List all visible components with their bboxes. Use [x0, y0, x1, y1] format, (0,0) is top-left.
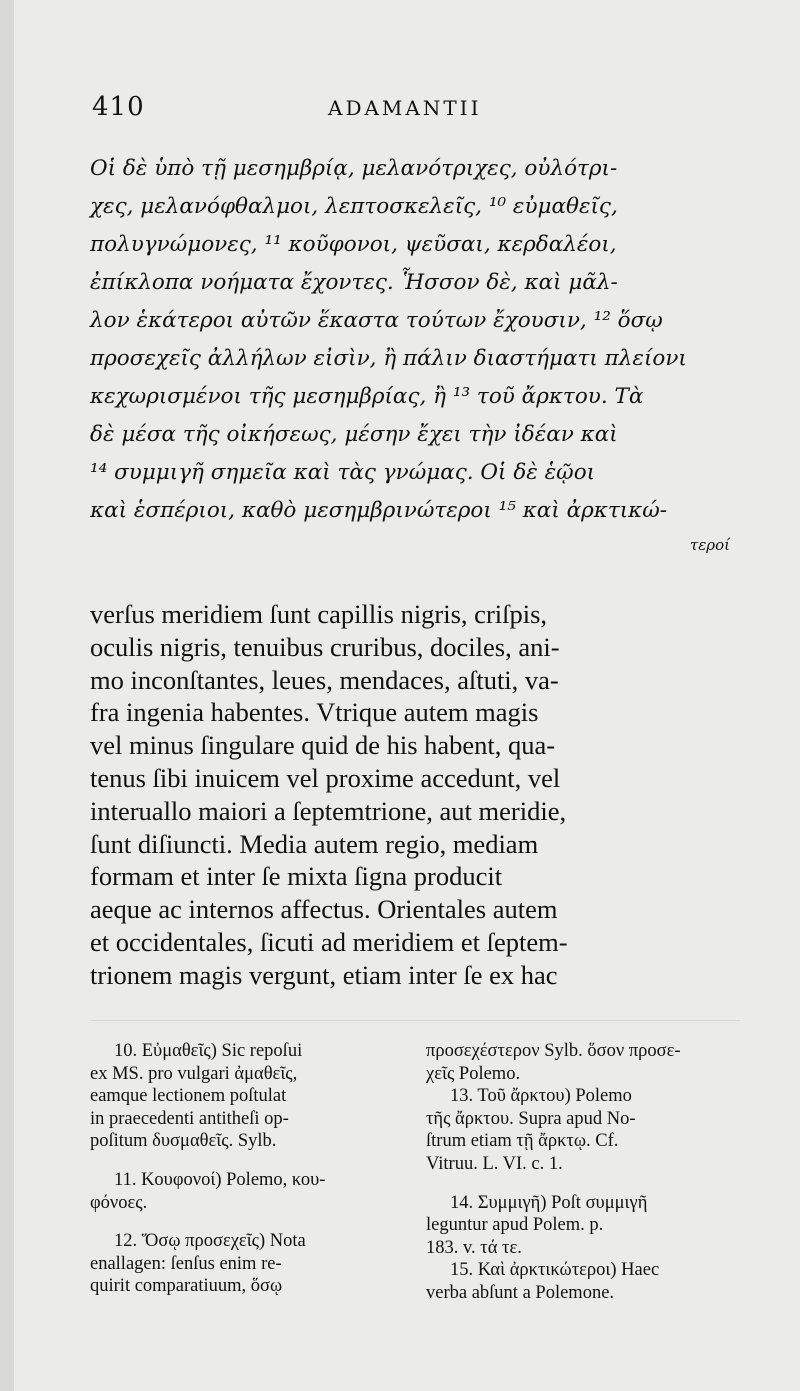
latin-text-line: mo inconſtantes, leues, mendaces, aſtuti, va- [90, 664, 559, 695]
footnote-line: 12. Ὅσῳ προσεχεῖς) Nota [114, 1231, 306, 1252]
latin-text-line: fra ingenia habentes. Vtrique autem magis [90, 697, 539, 728]
footnote-line: enallagen: ſenſus enim re- [90, 1253, 282, 1274]
footnote-divider [90, 1020, 740, 1021]
running-head: ADAMANTII [328, 96, 482, 120]
greek-text-line: πολυγνώμονες, ¹¹ κοῦφονοι, ψεῦσαι, κερδαλέοι, [90, 232, 617, 257]
latin-text-line: verſus meridiem ſunt capillis nigris, criſpis, [90, 599, 548, 629]
greek-text-line: προσεχεῖς ἀλλήλων εἰσὶν, ἢ πάλιν διαστήματι πλείονι [90, 346, 687, 371]
footnote-line: 13. Τοῦ ἄρκτου) Polemo [450, 1086, 632, 1107]
latin-text-line: interuallo maiori a ſeptemtrione, aut meridie, [90, 795, 567, 826]
footnote-line: leguntur apud Polem. p. [426, 1215, 604, 1236]
page-number: 410 [92, 92, 145, 122]
footnote-line: in praecedenti antitheſi op- [90, 1108, 289, 1129]
greek-text-line: τεροί [689, 536, 730, 554]
footnote-line: 14. Συμμιγῆ) Poſt συμμιγῆ [450, 1192, 648, 1213]
page-header [88, 92, 708, 132]
footnotes-right-column [426, 1040, 744, 1305]
footnote-line: poſitum δυσμαθεῖς. Sylb. [90, 1131, 277, 1152]
footnote-line: 11. Κουφονοί) Polemo, κου- [114, 1169, 326, 1190]
latin-text-line: et occidentales, ſicuti ad meridiem et ſeptem- [90, 926, 568, 957]
footnote-line: προσεχέστερον Sylb. ὅσον προσε- [426, 1041, 681, 1061]
footnote-line: φόνοες. [90, 1192, 148, 1213]
latin-text-block [90, 598, 740, 992]
greek-text-line: δὲ μέσα τῆς οἰκήσεως, μέσην ἔχει τὴν ἰδέαν καὶ [90, 422, 618, 447]
greek-text-block [90, 150, 736, 568]
footnote-line: χεῖς Polemo. [426, 1063, 521, 1084]
latin-text-line: formam et inter ſe mixta ſigna producit [90, 861, 503, 892]
latin-text-line: tenus ſibi inuicem vel proxime accedunt, vel [90, 762, 561, 793]
footnote-line: 15. Καὶ ἀρκτικώτεροι) Haec [450, 1260, 660, 1281]
footnote-spacer [90, 1214, 410, 1230]
greek-text-line: καὶ ἑσπέριοι, καθὸ μεσημβρινώτεροι ¹⁵ καὶ ἀρκτικώ- [90, 498, 668, 523]
footnote-line: verba abſunt a Polemone. [426, 1282, 615, 1303]
footnote-line: ex MS. pro vulgari ἀμαθεῖς, [90, 1063, 298, 1084]
footnote-spacer [90, 1153, 410, 1169]
latin-text-line: aeque ac internos affectus. Orientales autem [90, 894, 558, 925]
footnote-line: τῆς ἄρκτου. Supra apud No- [426, 1108, 636, 1129]
footnote-line: 183. v. τά τε. [426, 1237, 522, 1258]
greek-text-line: Οἱ δὲ ὑπὸ τῇ μεσημβρίᾳ, μελανότριχες, οὐλότρι- [90, 156, 618, 181]
greek-text-line: ἐπίκλοπα νοήματα ἔχοντες. Ἧσσον δὲ, καὶ μᾶλ- [90, 270, 618, 295]
footnote-line: quirit comparatiuum, ὅσῳ [90, 1276, 283, 1297]
latin-text-line: vel minus ſingulare quid de his habent, qua- [90, 730, 556, 761]
greek-text-line: λον ἑκάτεροι αὐτῶν ἕκαστα τούτων ἔχουσιν, ¹² ὅσῳ [90, 308, 663, 333]
greek-text-line: χες, μελανόφθαλμοι, λεπτοσκελεῖς, ¹⁰ εὐμαθεῖς, [90, 194, 618, 219]
greek-text-line: κεχωρισμένοι τῆς μεσημβρίας, ἢ ¹³ τοῦ ἄρκτου. Τὰ [90, 384, 644, 409]
footnote-spacer [426, 1176, 744, 1192]
footnote-line: ſtrum etiam τῇ ἄρκτῳ. Cf. [426, 1131, 619, 1152]
latin-text-line: oculis nigris, tenuibus cruribus, dociles, ani- [90, 631, 560, 662]
footnotes-left-column [90, 1040, 410, 1298]
page-gutter [0, 0, 14, 1391]
greek-text-line: ¹⁴ συμμιγῆ σημεῖα καὶ τὰς γνώμας. Οἱ δὲ ἑῷοι [90, 460, 596, 485]
footnote-line: 10. Εὐμαθεῖς) Sic repoſui [114, 1041, 303, 1061]
footnote-line: eamque lectionem poſtulat [90, 1086, 287, 1107]
footnote-line: Vitruu. L. VI. c. 1. [426, 1153, 563, 1174]
latin-text-line: trionem magis vergunt, etiam inter ſe ex hac [90, 959, 558, 990]
latin-text-line: ſunt diſiuncti. Media autem regio, mediam [90, 828, 539, 859]
